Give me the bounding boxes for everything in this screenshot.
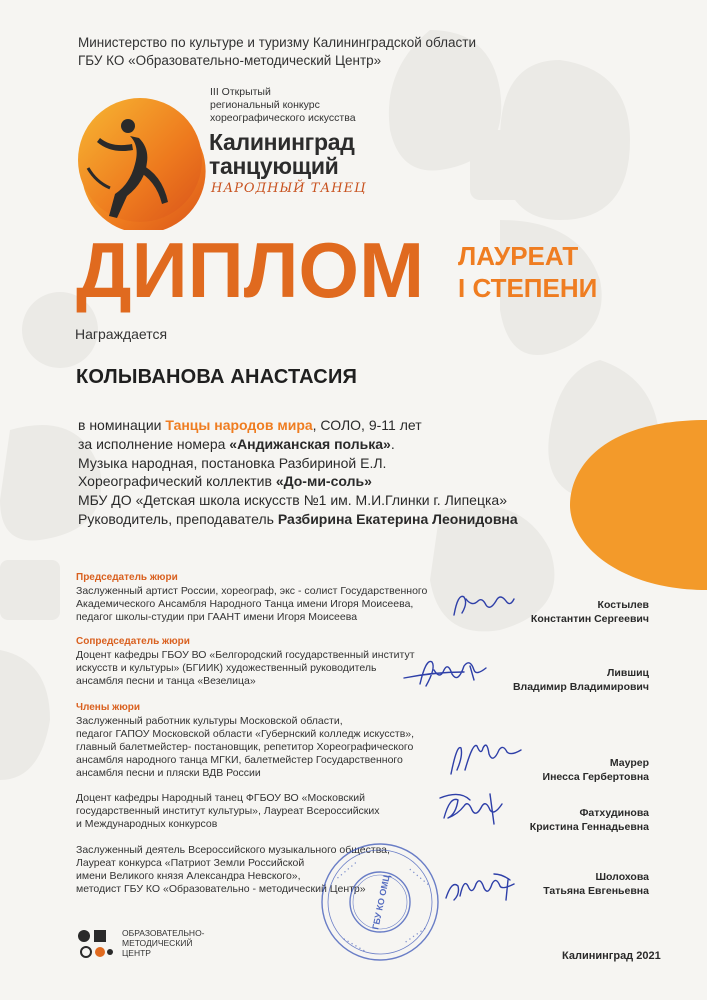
omc-logo bbox=[76, 926, 116, 962]
school-line: МБУ ДО «Детская школа искусств №1 им. М.И.Глинки г. Липецка» bbox=[78, 492, 507, 509]
contest-title: Калининград танцующий bbox=[209, 129, 355, 179]
chair-role: Председатель жюри bbox=[76, 572, 178, 583]
cochair-signature bbox=[400, 650, 500, 690]
member3-name: Шолохова Татьяна Евгеньевна bbox=[543, 871, 649, 897]
ministry-line: Министерство по культуре и туризму Калининградской области bbox=[78, 35, 476, 50]
svg-text:• • • • • •: • • • • • • bbox=[335, 860, 359, 882]
recipient-name: КОЛЫВАНОВА АНАСТАСИЯ bbox=[76, 366, 358, 388]
chair-description: Заслуженный артист России, хореограф, экс - солист Государственного Академического Ансамбля Народного Танца имени Игоря Моисеева, педагог школы-студии при ГААНТ имени Игоря Моисеева bbox=[76, 585, 428, 623]
svg-text:• • • • • •: • • • • • • bbox=[406, 866, 431, 889]
nomination-line: в номинации Танцы народов мира, СОЛО, 9-11 лет bbox=[78, 417, 422, 433]
laureate-rank: ЛАУРЕАТ I СТЕПЕНИ bbox=[458, 241, 598, 303]
ministry-header bbox=[78, 34, 476, 70]
members-role: Члены жюри bbox=[76, 702, 141, 713]
performance-line: за исполнение номера «Андижанская полька». bbox=[78, 435, 395, 452]
city-year: Калининград 2021 bbox=[562, 950, 661, 962]
contest-logo bbox=[70, 90, 210, 230]
member1-name: Маурер Инесса Гербертовна bbox=[542, 757, 649, 783]
leader-line: Руководитель, преподаватель Разбирина Екатерина Леонидовна bbox=[78, 510, 518, 527]
contest-description: III Открытый региональный конкурс хореографического искусства bbox=[210, 86, 356, 124]
member2-signature bbox=[430, 788, 520, 828]
member1-signature bbox=[445, 740, 525, 778]
member2-name: Фатхудинова Кристина Геннадьевна bbox=[529, 807, 649, 833]
award-details bbox=[78, 416, 518, 529]
stamp-text: ГБУ КО ОМЦ bbox=[370, 874, 392, 931]
member2-description: Доцент кафедры Народный танец ФГБОУ ВО «Московский государственный институт культуры», Лауреат Всероссийских и Международных конкурсов bbox=[76, 792, 380, 830]
official-stamp bbox=[318, 840, 442, 964]
collective-line: Хореографический коллектив «До-ми-соль» bbox=[78, 473, 372, 490]
cochair-description: Доцент кафедры ГБОУ ВО «Белгородский государственный институт искусств и культуры» (БГИИК) художественный руководитель ансамбля песни и танца «Везелица» bbox=[76, 649, 415, 687]
music-line: Музыка народная, постановка Разбириной Е.Л. bbox=[78, 454, 387, 471]
chair-name: Костылев Константин Сергеевич bbox=[530, 599, 649, 625]
cochair-name: Лившиц Владимир Владимирович bbox=[512, 667, 649, 693]
organization-line: ГБУ КО «Образовательно-методический Центр» bbox=[78, 53, 382, 68]
awarded-label: Награждается bbox=[75, 326, 168, 342]
cochair-role: Сопредседатель жюри bbox=[76, 636, 190, 647]
omc-name: ОБРАЗОВАТЕЛЬНО- МЕТОДИЧЕСКИЙ ЦЕНТР bbox=[122, 928, 205, 958]
svg-text:• • • • • •: • • • • • • bbox=[341, 936, 367, 955]
member1-description: Заслуженный работник культуры Московской области, педагог ГАПОУ Московской области «Губернский колледж искусств», главный балетмейстер- постановщик, репетитор Хореографического ансамбля народного танца МГКИ, балетмейстер Государственного ансамбля песни и пляски ВДВ России bbox=[76, 715, 415, 779]
contest-subtitle: НАРОДНЫЙ ТАНЕЦ bbox=[211, 181, 367, 196]
chair-signature bbox=[448, 585, 518, 621]
diploma-title: ДИПЛОМ bbox=[76, 226, 425, 314]
member3-signature bbox=[438, 868, 528, 908]
svg-text:• • • • • •: • • • • • • bbox=[403, 926, 429, 946]
member3-description: Заслуженный деятель Всероссийского музыкального общества, Лауреат конкурса «Патриот Земли Российской имени Великого князя Александра Невского», методист ГБУ КО «Образовательно - методический Центр» bbox=[76, 844, 390, 895]
